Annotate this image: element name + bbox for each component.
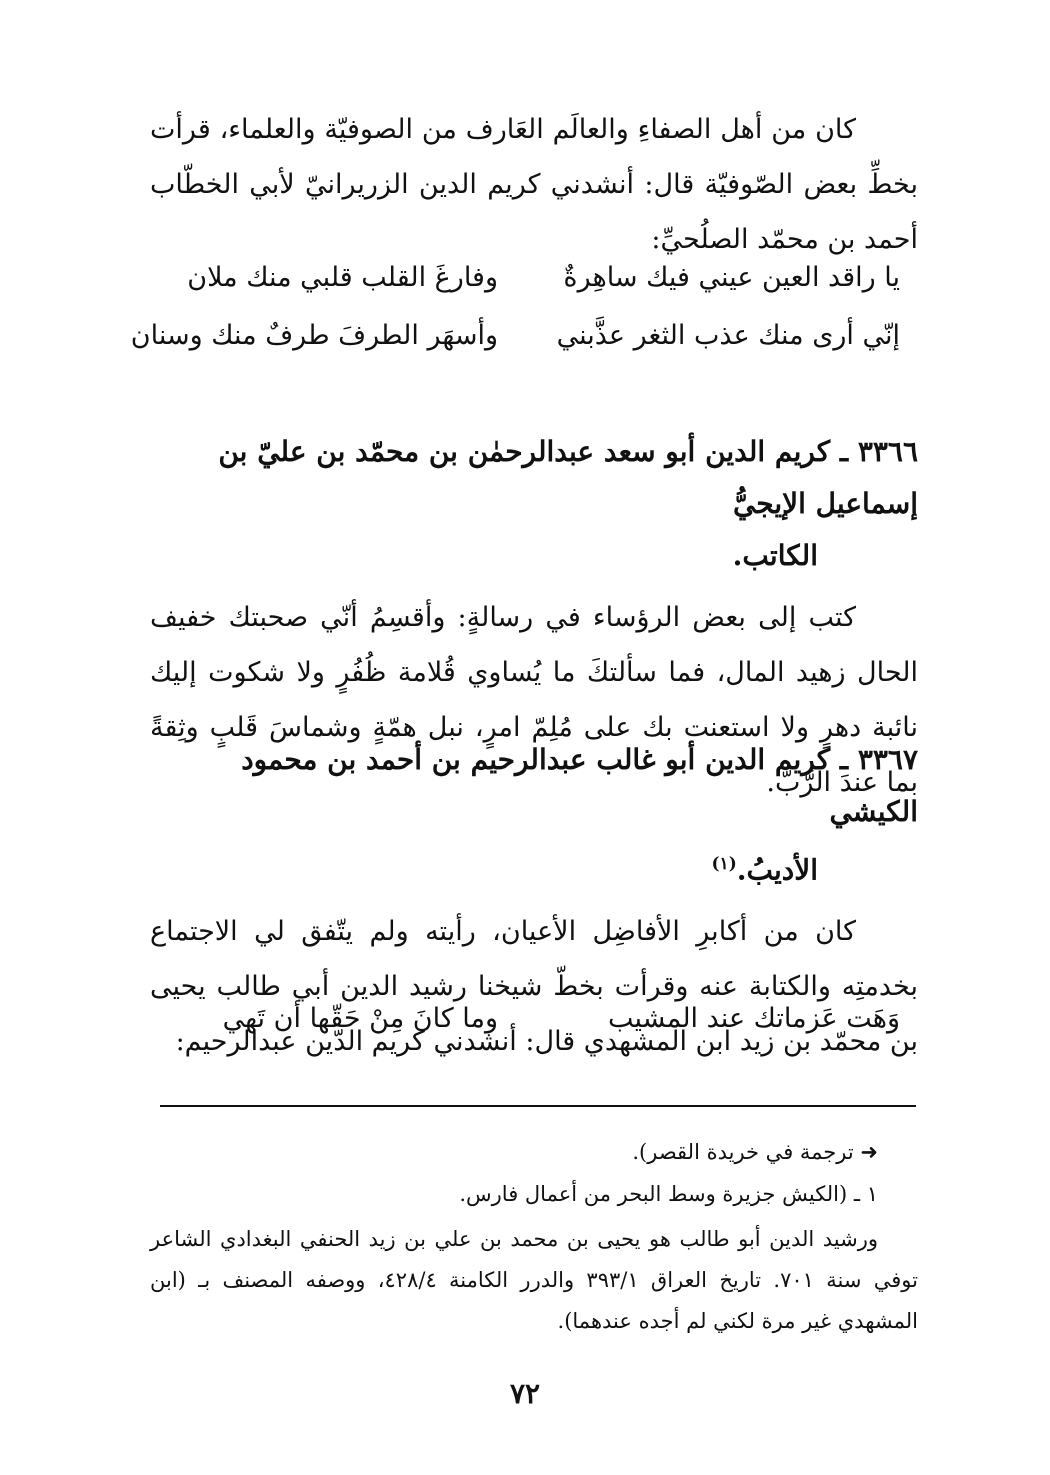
verse-1-second-hemistich: وفارغَ القلب قلبي منك ملان	[187, 262, 498, 293]
footnote-separator	[160, 1105, 916, 1107]
entry-prev-paragraph: كان من أهل الصفاءِ والعالَم العَارف من الصوفيّة والعلماء، قرأت بخطِّ بعض الصّوفيّة قال: أنشدني كريم الدين الزريرانيّ لأبي الخطّاب أحمد بن محمّد الصلُحيِّ:	[150, 114, 918, 255]
footnote-arrow-note: ➜ ترجمة في خريدة القصر).	[632, 1140, 878, 1164]
entry-3367-heading-line2	[150, 838, 918, 896]
verse-line-2	[130, 320, 918, 372]
footnote-marker-1: (١)	[711, 854, 737, 874]
verse-line-1	[150, 262, 918, 314]
entry-3367-paragraph: كان من أكابرِ الأفاضِل الأعيان، رأيته ولم يتّفق لي الاجتماع بخدمتِه والكتابة عنه وقرأت بخطّ شيخنا رشيد الدين أبي طالب يحيى بن محمّد بن زيد ابن المشهدي قال: أنشدني كريم الدّين عبدالرحيم:	[150, 916, 918, 1058]
verse-2-first-hemistich: إنّي أرى منك عذب الثغر عذَّبني	[556, 320, 900, 351]
verse-3-second-hemistich: وما كانَ مِنْ حَقّها أن تَهي	[222, 1003, 498, 1034]
footnote-1: ١ ـ (الكيش جزيرة وسط البحر من أعمال فارس.	[459, 1182, 878, 1206]
verse-3-first-hemistich: وَهَت عَزماتك عند المشيب	[607, 1003, 900, 1034]
footnote-2: ورشيد الدين أبو طالب هو يحيى بن محمد بن علي بن زيد الحنفي البغدادي الشاعر توفي سنة ٧٠١. تاريخ العراق ٣٩٣/١ والدرر الكامنة ٤٢٨/٤، ووصفه المصنف بـ (ابن المشهدي غير مرة لكني لم أجده عندهما).	[150, 1227, 918, 1333]
verse-1-first-hemistich: يا راقد العين عيني فيك ساهِرةٌ	[563, 262, 900, 293]
verse-line-3	[150, 1003, 918, 1055]
entry-3367-heading-line2-text: الأديبُ.	[736, 853, 818, 887]
entry-prev-block	[150, 102, 918, 267]
page-number: ٧٢	[509, 1377, 541, 1410]
entry-3366-heading-line1: ٣٣٦٦ ـ كريم الدين أبو سعد عبدالرحمٰن بن محمّد بن عليّ بن إسماعيل الإيجيُّ	[218, 435, 918, 520]
verse-2-second-hemistich: وأسهَر الطرفَ طرفٌ منك وسنان	[130, 320, 498, 351]
entry-3367-heading-line1: ٣٣٦٧ ـ كريم الدين أبو غالب عبدالرحيم بن أحمد بن محمود الكيشي	[241, 743, 918, 828]
entry-3366-heading-line2: الكاتب.	[732, 539, 818, 572]
entry-3366-paragraph: كتب إلى بعض الرؤساء في رسالةٍ: وأقسِمُ أنّي صحبتك خفيف الحال زهيد المال، فما سألتكَ ما يُساوي قُلامة ظُفُرٍ ولا شكوت إليك نائبة دهرٍ ولا استعنت بك على مُلِمّ امرٍ، نبل همّةٍ وشماسَ قَلبٍ وثِقةً بما عندَ الرَّبّ.	[150, 602, 918, 798]
